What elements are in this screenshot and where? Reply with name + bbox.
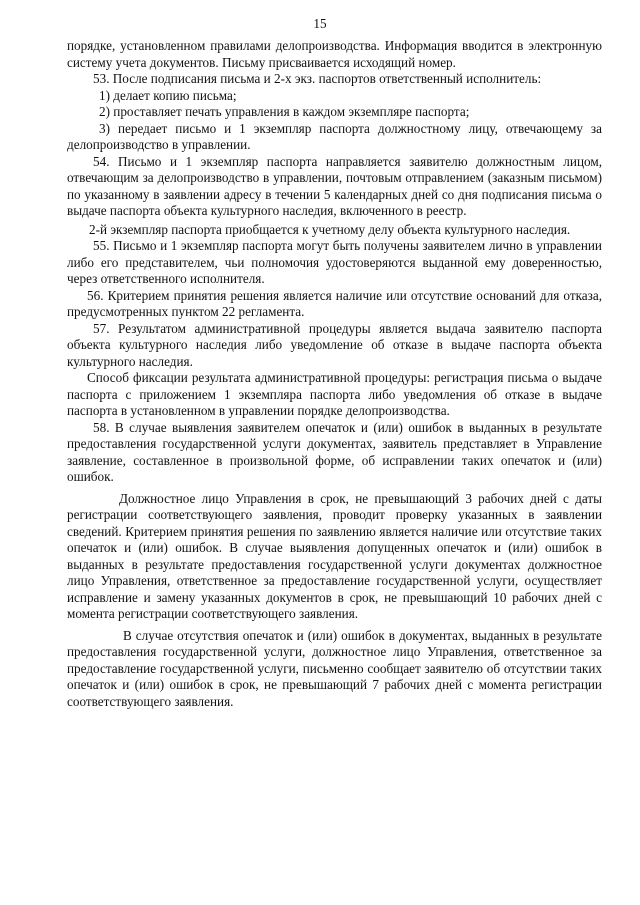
paragraph-no-errors: В случае отсутствия опечаток и (или) ошибок в документах, выданных в результате предоставления государственной услуги, должностное лицо Управления, ответственное за предоставление государственной услуги, письменно сообщает заявителю об отсутствии таких опечаток и (или) ошибок в срок, не превышающий 7 рабочих дней с момента регистрации соответствующего заявления. — [67, 627, 602, 709]
paragraph-official-check: Должностное лицо Управления в срок, не превышающий 3 рабочих дней с даты регистрации соответствующего заявления, проводит проверку указанных в заявлении сведений. Критерием принятия решения по заявлению является наличие или отсутствие таких опечаток и (или) ошибок. В случае выявления допущенных опечаток и (или) ошибок в выданных в результате предоставления государственной услуги документах должностное лицо Управления, ответственное за предоставление государственной услуги, осуществляет исправление и замену указанных документов в срок, не превышающий 10 рабочих дней с момента регистрации соответствующего заявления. — [67, 490, 602, 621]
paragraph-53: 53. После подписания письма и 2-х экз. паспортов ответственный исполнитель: — [93, 71, 542, 86]
paragraph-second-copy: 2-й экземпляр паспорта приобщается к учетному делу объекта культурного наследия. — [89, 221, 571, 237]
page-number: 15 — [313, 16, 327, 31]
list-item-3: 3) передает письмо и 1 экземпляр паспорта должностному лицу, отвечающему за делопроизводство в управлении. — [67, 120, 602, 152]
paragraph-54: 54. Письмо и 1 экземпляр паспорта направляется заявителю должностным лицом, отвечающим за делопроизводство в управлении, почтовым отправлением (заказным письмом) по указанному в заявлении адресу в течении 5 календарных дней со дня подписания письма о выдаче паспорта объекта культурного наследия, включенного в реестр. — [67, 153, 602, 218]
document-body — [67, 38, 602, 710]
list-item-2: 2) проставляет печать управления в каждом экземпляре паспорта; — [99, 104, 470, 119]
paragraph-57: 57. Результатом административной процедуры является выдача заявителю паспорта объекта культурного наследия либо уведомление об отказе в выдаче паспорта объекта культурного наследия. — [67, 320, 602, 369]
paragraph-55: 55. Письмо и 1 экземпляр паспорта могут быть получены заявителем лично в управлении либо его представителем, чьи полномочия удостоверяются выданной ему доверенностью, через ответственного исполнителя. — [67, 238, 602, 286]
paragraph-58: 58. В случае выявления заявителем опечаток и (или) ошибок в выданных в результате предоставления государственной услуги документах, заявитель представляет в Управление заявление, составленное в произвольной форме, об исправлении таких опечаток и (или) ошибок. — [67, 419, 602, 484]
paragraph-56: 56. Критерием принятия решения является наличие или отсутствие оснований для отказа, предусмотренных пунктом 22 регламента. — [67, 287, 602, 319]
list-item-1: 1) делает копию письма; — [99, 87, 237, 103]
paragraph-fixation-method: Способ фиксации результата административной процедуры: регистрация письма о выдаче паспорта с приложением 1 экземпляра паспорта либо уведомления об отказе в выдаче паспорта в установленном в управлении порядке делопроизводства. — [67, 370, 602, 418]
paragraph-continuation: порядке, установленном правилами делопроизводства. Информация вводится в электронную систему учета документов. Письму присваивается исходящий номер. — [67, 38, 602, 70]
